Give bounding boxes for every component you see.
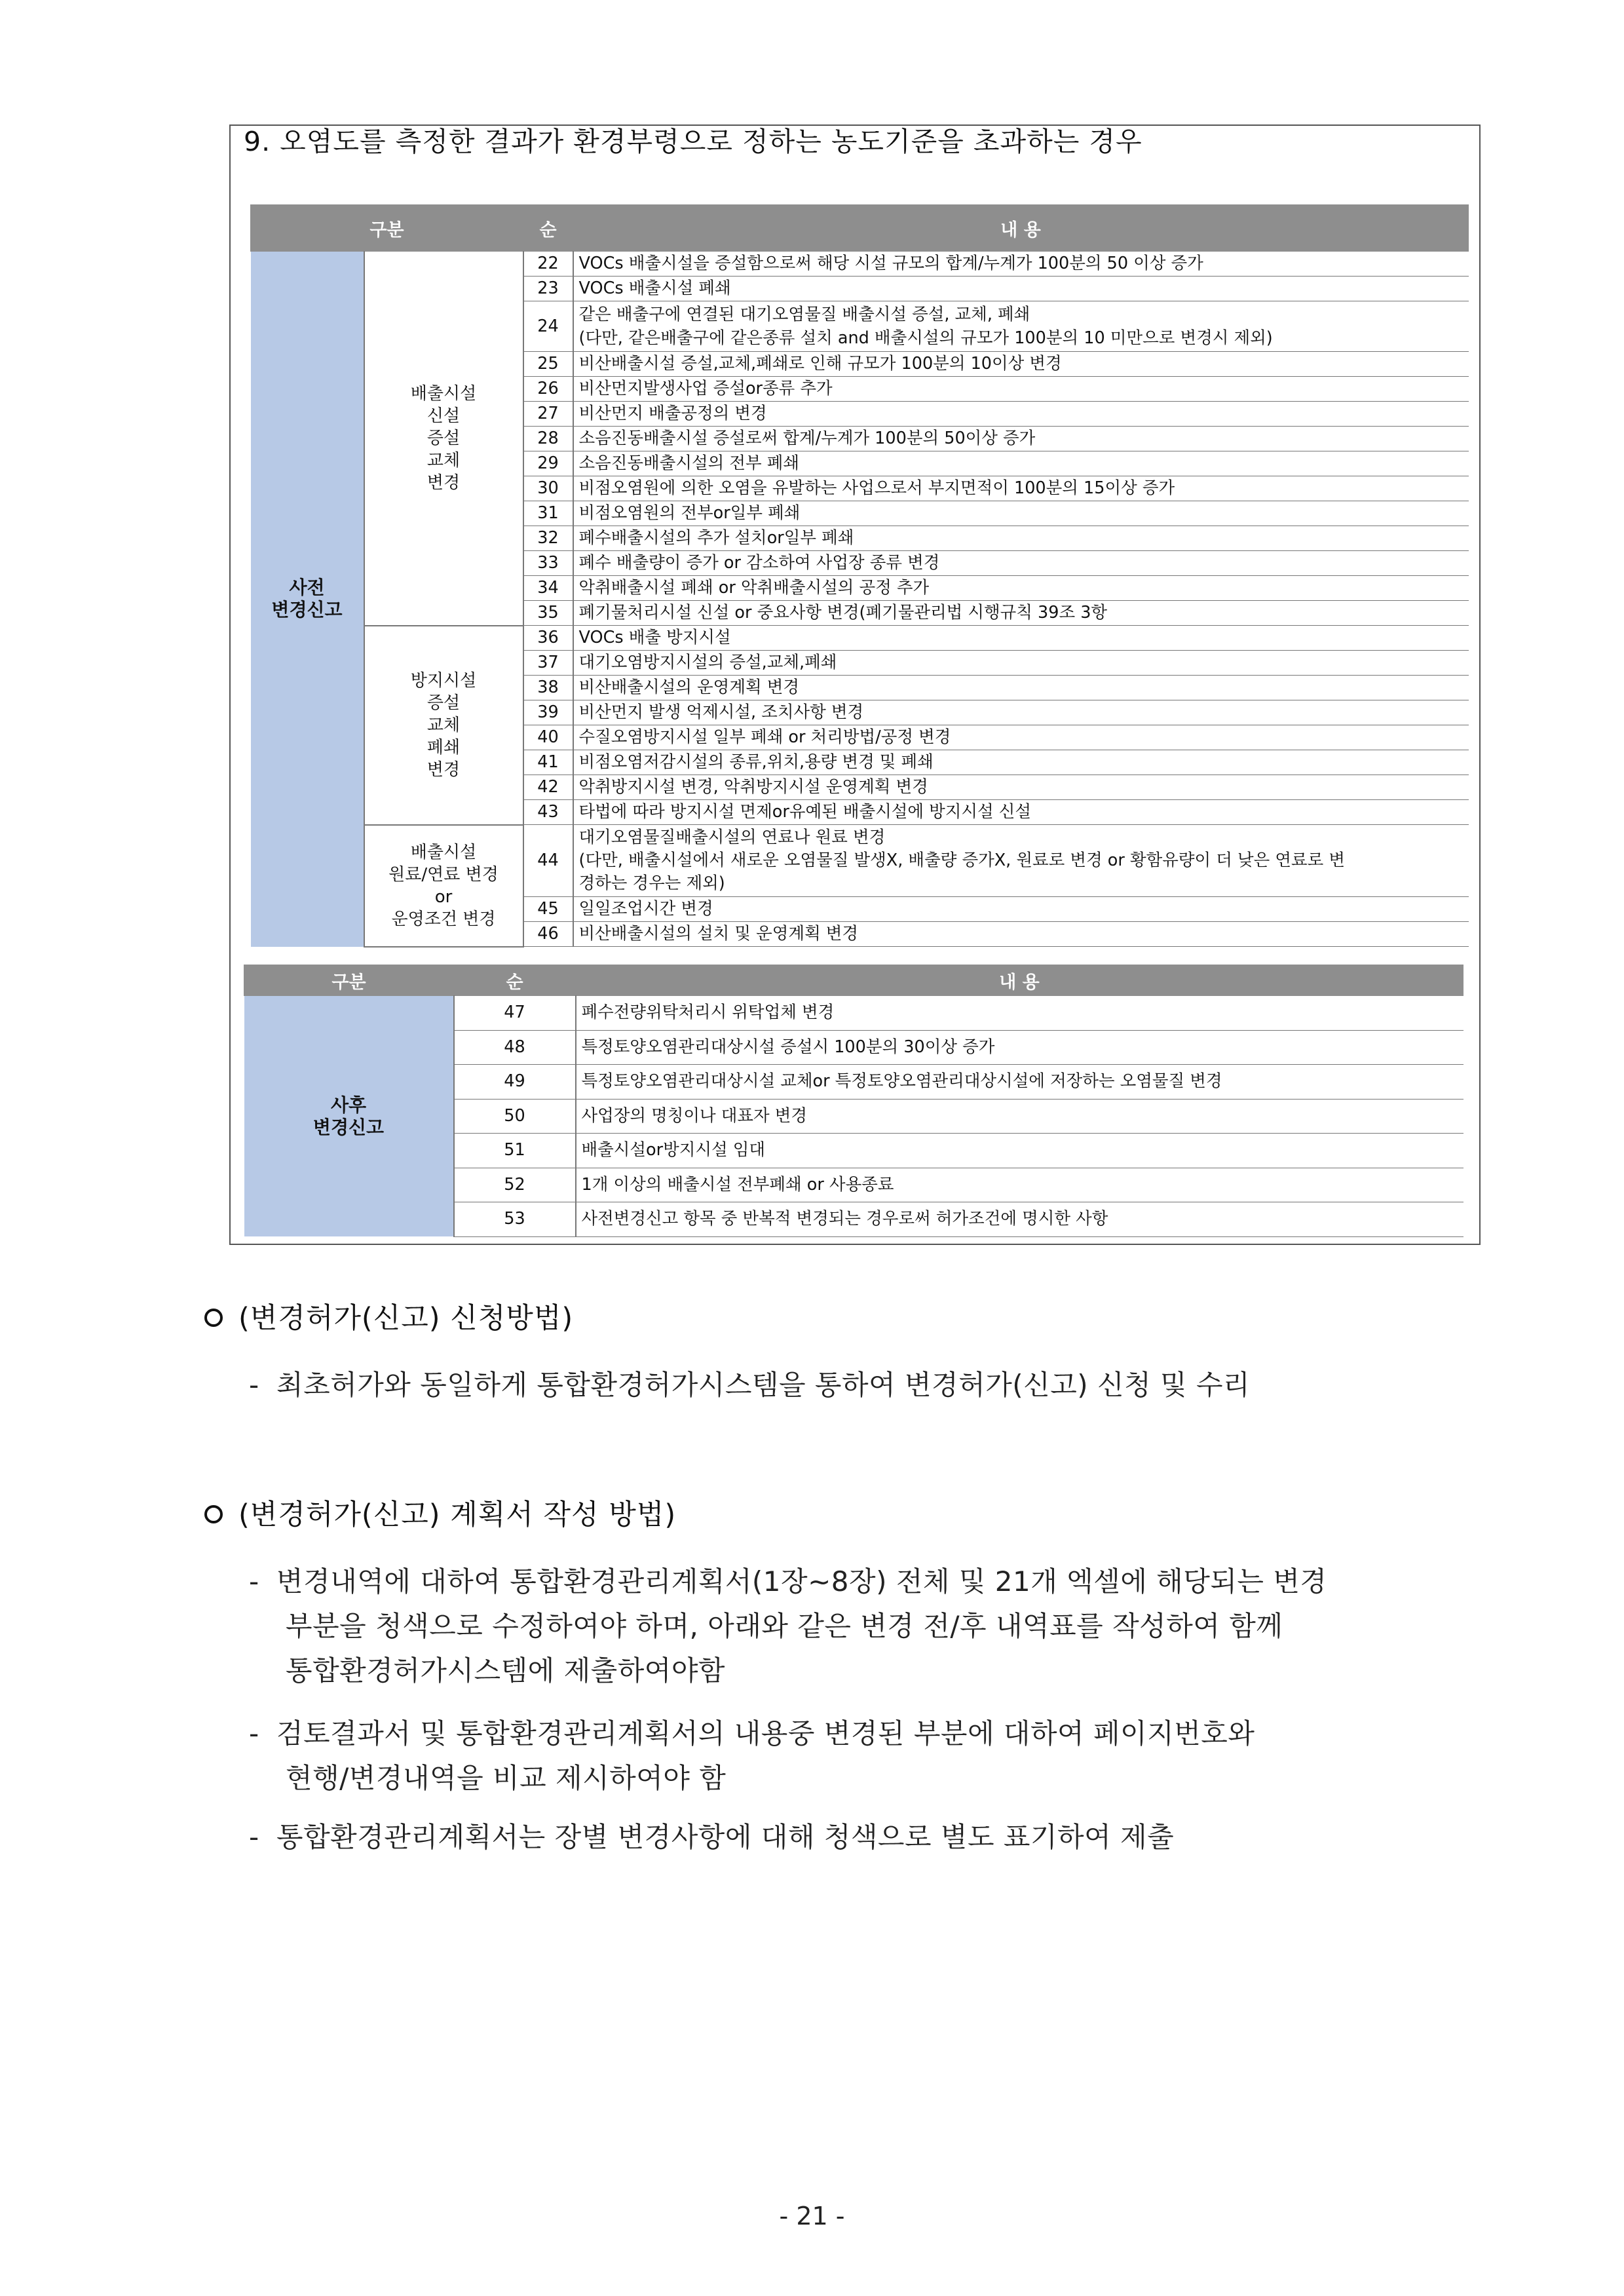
row-content: 대기오염물질배출시설의 연료나 원료 변경 (다만, 배출시설에서 새로운 오염물질 발생X, 배출량 증가X, 원료로 변경 or 황함유량이 더 낮은 연료로 변 경하는 경우는 제외) xyxy=(573,825,1469,897)
row-content: VOCs 배출 방지시설 xyxy=(573,626,1469,651)
row-number: 37 xyxy=(523,651,573,676)
row-number: 33 xyxy=(523,551,573,576)
row-number: 35 xyxy=(523,601,573,626)
header-category: 구분 xyxy=(251,205,523,252)
row-number: 42 xyxy=(523,775,573,800)
row-number: 23 xyxy=(523,277,573,301)
row-content: 비산배출시설의 설치 및 운영계획 변경 xyxy=(573,922,1469,947)
row-content: 사업장의 명칭이나 대표자 변경 xyxy=(576,1099,1463,1134)
row-number: 51 xyxy=(454,1134,576,1168)
row-content: 수질오염방지시설 일부 폐쇄 or 처리방법/공정 변경 xyxy=(573,725,1469,750)
row-content: 폐기물처리시설 신설 or 중요사항 변경(폐기물관리법 시행규칙 39조 3항 xyxy=(573,601,1469,626)
row-content: 일일조업시간 변경 xyxy=(573,897,1469,922)
circle-bullet-icon xyxy=(204,1309,223,1327)
row-content: 비점오염원의 전부or일부 폐쇄 xyxy=(573,501,1469,526)
row-content: VOCs 배출시설 폐쇄 xyxy=(573,277,1469,301)
row-content: 비산배출시설의 운영계획 변경 xyxy=(573,676,1469,700)
header-content: 내 용 xyxy=(576,965,1463,996)
row-number: 39 xyxy=(523,700,573,725)
row-content: 비산배출시설 증설,교체,폐쇄로 인해 규모가 100분의 10이상 변경 xyxy=(573,352,1469,377)
row-number: 32 xyxy=(523,526,573,551)
row-content: 특정토양오염관리대상시설 교체or 특정토양오염관리대상시설에 저장하는 오염물질 변경 xyxy=(576,1065,1463,1100)
header-content: 내 용 xyxy=(573,205,1469,252)
post-change-report-table xyxy=(244,965,1463,1237)
table-row xyxy=(244,996,1463,1031)
row-content: 대기오염방지시설의 증설,교체,폐쇄 xyxy=(573,651,1469,676)
row-content: 소음진동배출시설의 전부 폐쇄 xyxy=(573,451,1469,476)
row-content: 폐수전량위탁처리시 위탁업체 변경 xyxy=(576,996,1463,1031)
row-content: VOCs 배출시설을 증설함으로써 해당 시설 규모의 합계/누계가 100분의 50 이상 증가 xyxy=(573,252,1469,277)
plan-item-2: - 검토결과서 및 통합환경관리계획서의 내용중 변경된 부분에 대하여 페이지번호와 현행/변경내역을 비교 제시하여야 함 xyxy=(249,1717,1255,1794)
row-number: 36 xyxy=(523,626,573,651)
row-number: 48 xyxy=(454,1030,576,1065)
row-number: 49 xyxy=(454,1065,576,1100)
plan-item-3: - 통합환경관리계획서는 장별 변경사항에 대해 청색으로 별도 표기하여 제출 xyxy=(249,1821,1175,1853)
figure-caption: 9. 오염도를 측정한 결과가 환경부령으로 정하는 농도기준을 초과하는 경우 xyxy=(244,126,1142,157)
row-number: 45 xyxy=(523,897,573,922)
row-number: 25 xyxy=(523,352,573,377)
sub-category-cell: 방지시설 증설 교체 폐쇄 변경 xyxy=(364,626,523,825)
row-content: 특정토양오염관리대상시설 증설시 100분의 30이상 증가 xyxy=(576,1030,1463,1065)
circle-bullet-icon xyxy=(204,1505,223,1523)
row-number: 34 xyxy=(523,576,573,601)
main-category-cell: 사전 변경신고 xyxy=(251,252,364,947)
row-number: 43 xyxy=(523,800,573,825)
row-number: 29 xyxy=(523,451,573,476)
row-number: 22 xyxy=(523,252,573,277)
row-content: 비산먼지 발생 억제시설, 조치사항 변경 xyxy=(573,700,1469,725)
header-number: 순 xyxy=(523,205,573,252)
table-row xyxy=(251,626,1469,651)
sub-category-cell: 배출시설 신설 증설 교체 변경 xyxy=(364,252,523,626)
pre-change-report-table xyxy=(250,204,1469,947)
table-row xyxy=(251,825,1469,897)
header-number: 순 xyxy=(454,965,576,996)
row-content: 비점오염저감시설의 종류,위치,용량 변경 및 폐쇄 xyxy=(573,750,1469,775)
row-number: 27 xyxy=(523,402,573,427)
row-number: 44 xyxy=(523,825,573,897)
application-item: - 최초허가와 동일하게 통합환경허가시스템을 통하여 변경허가(신고) 신청 및 수리 xyxy=(249,1369,1251,1401)
row-content: 배출시설or방지시설 임대 xyxy=(576,1134,1463,1168)
row-number: 24 xyxy=(523,301,573,352)
row-content: 악취방지시설 변경, 악취방지시설 운영계획 변경 xyxy=(573,775,1469,800)
row-content: 악취배출시설 폐쇄 or 악취배출시설의 공정 추가 xyxy=(573,576,1469,601)
row-number: 52 xyxy=(454,1168,576,1202)
main-category-cell: 사후 변경신고 xyxy=(244,996,454,1237)
header-category: 구분 xyxy=(244,965,454,996)
row-number: 46 xyxy=(523,922,573,947)
row-number: 31 xyxy=(523,501,573,526)
table-row xyxy=(251,252,1469,277)
row-number: 26 xyxy=(523,377,573,402)
row-number: 41 xyxy=(523,750,573,775)
sub-category-cell: 배출시설 원료/연료 변경 or 운영조건 변경 xyxy=(364,825,523,947)
row-number: 38 xyxy=(523,676,573,700)
row-content: 비산먼지 배출공정의 변경 xyxy=(573,402,1469,427)
row-content: 소음진동배출시설 증설로써 합계/누계가 100분의 50이상 증가 xyxy=(573,427,1469,451)
row-content: 비산먼지발생사업 증설or종류 추가 xyxy=(573,377,1469,402)
row-number: 50 xyxy=(454,1099,576,1134)
row-content: 비점오염원에 의한 오염을 유발하는 사업으로서 부지면적이 100분의 15이상 증가 xyxy=(573,476,1469,501)
row-number: 28 xyxy=(523,427,573,451)
row-content: 사전변경신고 항목 중 반복적 변경되는 경우로써 허가조건에 명시한 사항 xyxy=(576,1202,1463,1237)
section-heading-plan-writing: (변경허가(신고) 계획서 작성 방법) xyxy=(204,1493,676,1533)
row-content: 폐수 배출량이 증가 or 감소하여 사업장 종류 변경 xyxy=(573,551,1469,576)
row-content: 폐수배출시설의 추가 설치or일부 폐쇄 xyxy=(573,526,1469,551)
row-content: 1개 이상의 배출시설 전부폐쇄 or 사용종료 xyxy=(576,1168,1463,1202)
page-number: - 21 - xyxy=(779,2202,845,2230)
row-content: 타법에 따라 방지시설 면제or유예된 배출시설에 방지시설 신설 xyxy=(573,800,1469,825)
plan-item-1: - 변경내역에 대하여 통합환경관리계획서(1장~8장) 전체 및 21개 엑셀에 해당되는 변경 부분을 청색으로 수정하여야 하며, 아래와 같은 변경 전/후 내역표를 작성하여 함께 통합환경허가시스템에 제출하여야함 xyxy=(249,1565,1327,1687)
row-number: 47 xyxy=(454,996,576,1031)
row-content: 같은 배출구에 연결된 대기오염물질 배출시설 증설, 교체, 폐쇄 (다만, 같은배출구에 같은종류 설치 and 배출시설의 규모가 100분의 10 미만으로 변경시 제외) xyxy=(573,301,1469,352)
row-number: 53 xyxy=(454,1202,576,1237)
row-number: 30 xyxy=(523,476,573,501)
section-heading-application: (변경허가(신고) 신청방법) xyxy=(204,1296,573,1336)
row-number: 40 xyxy=(523,725,573,750)
